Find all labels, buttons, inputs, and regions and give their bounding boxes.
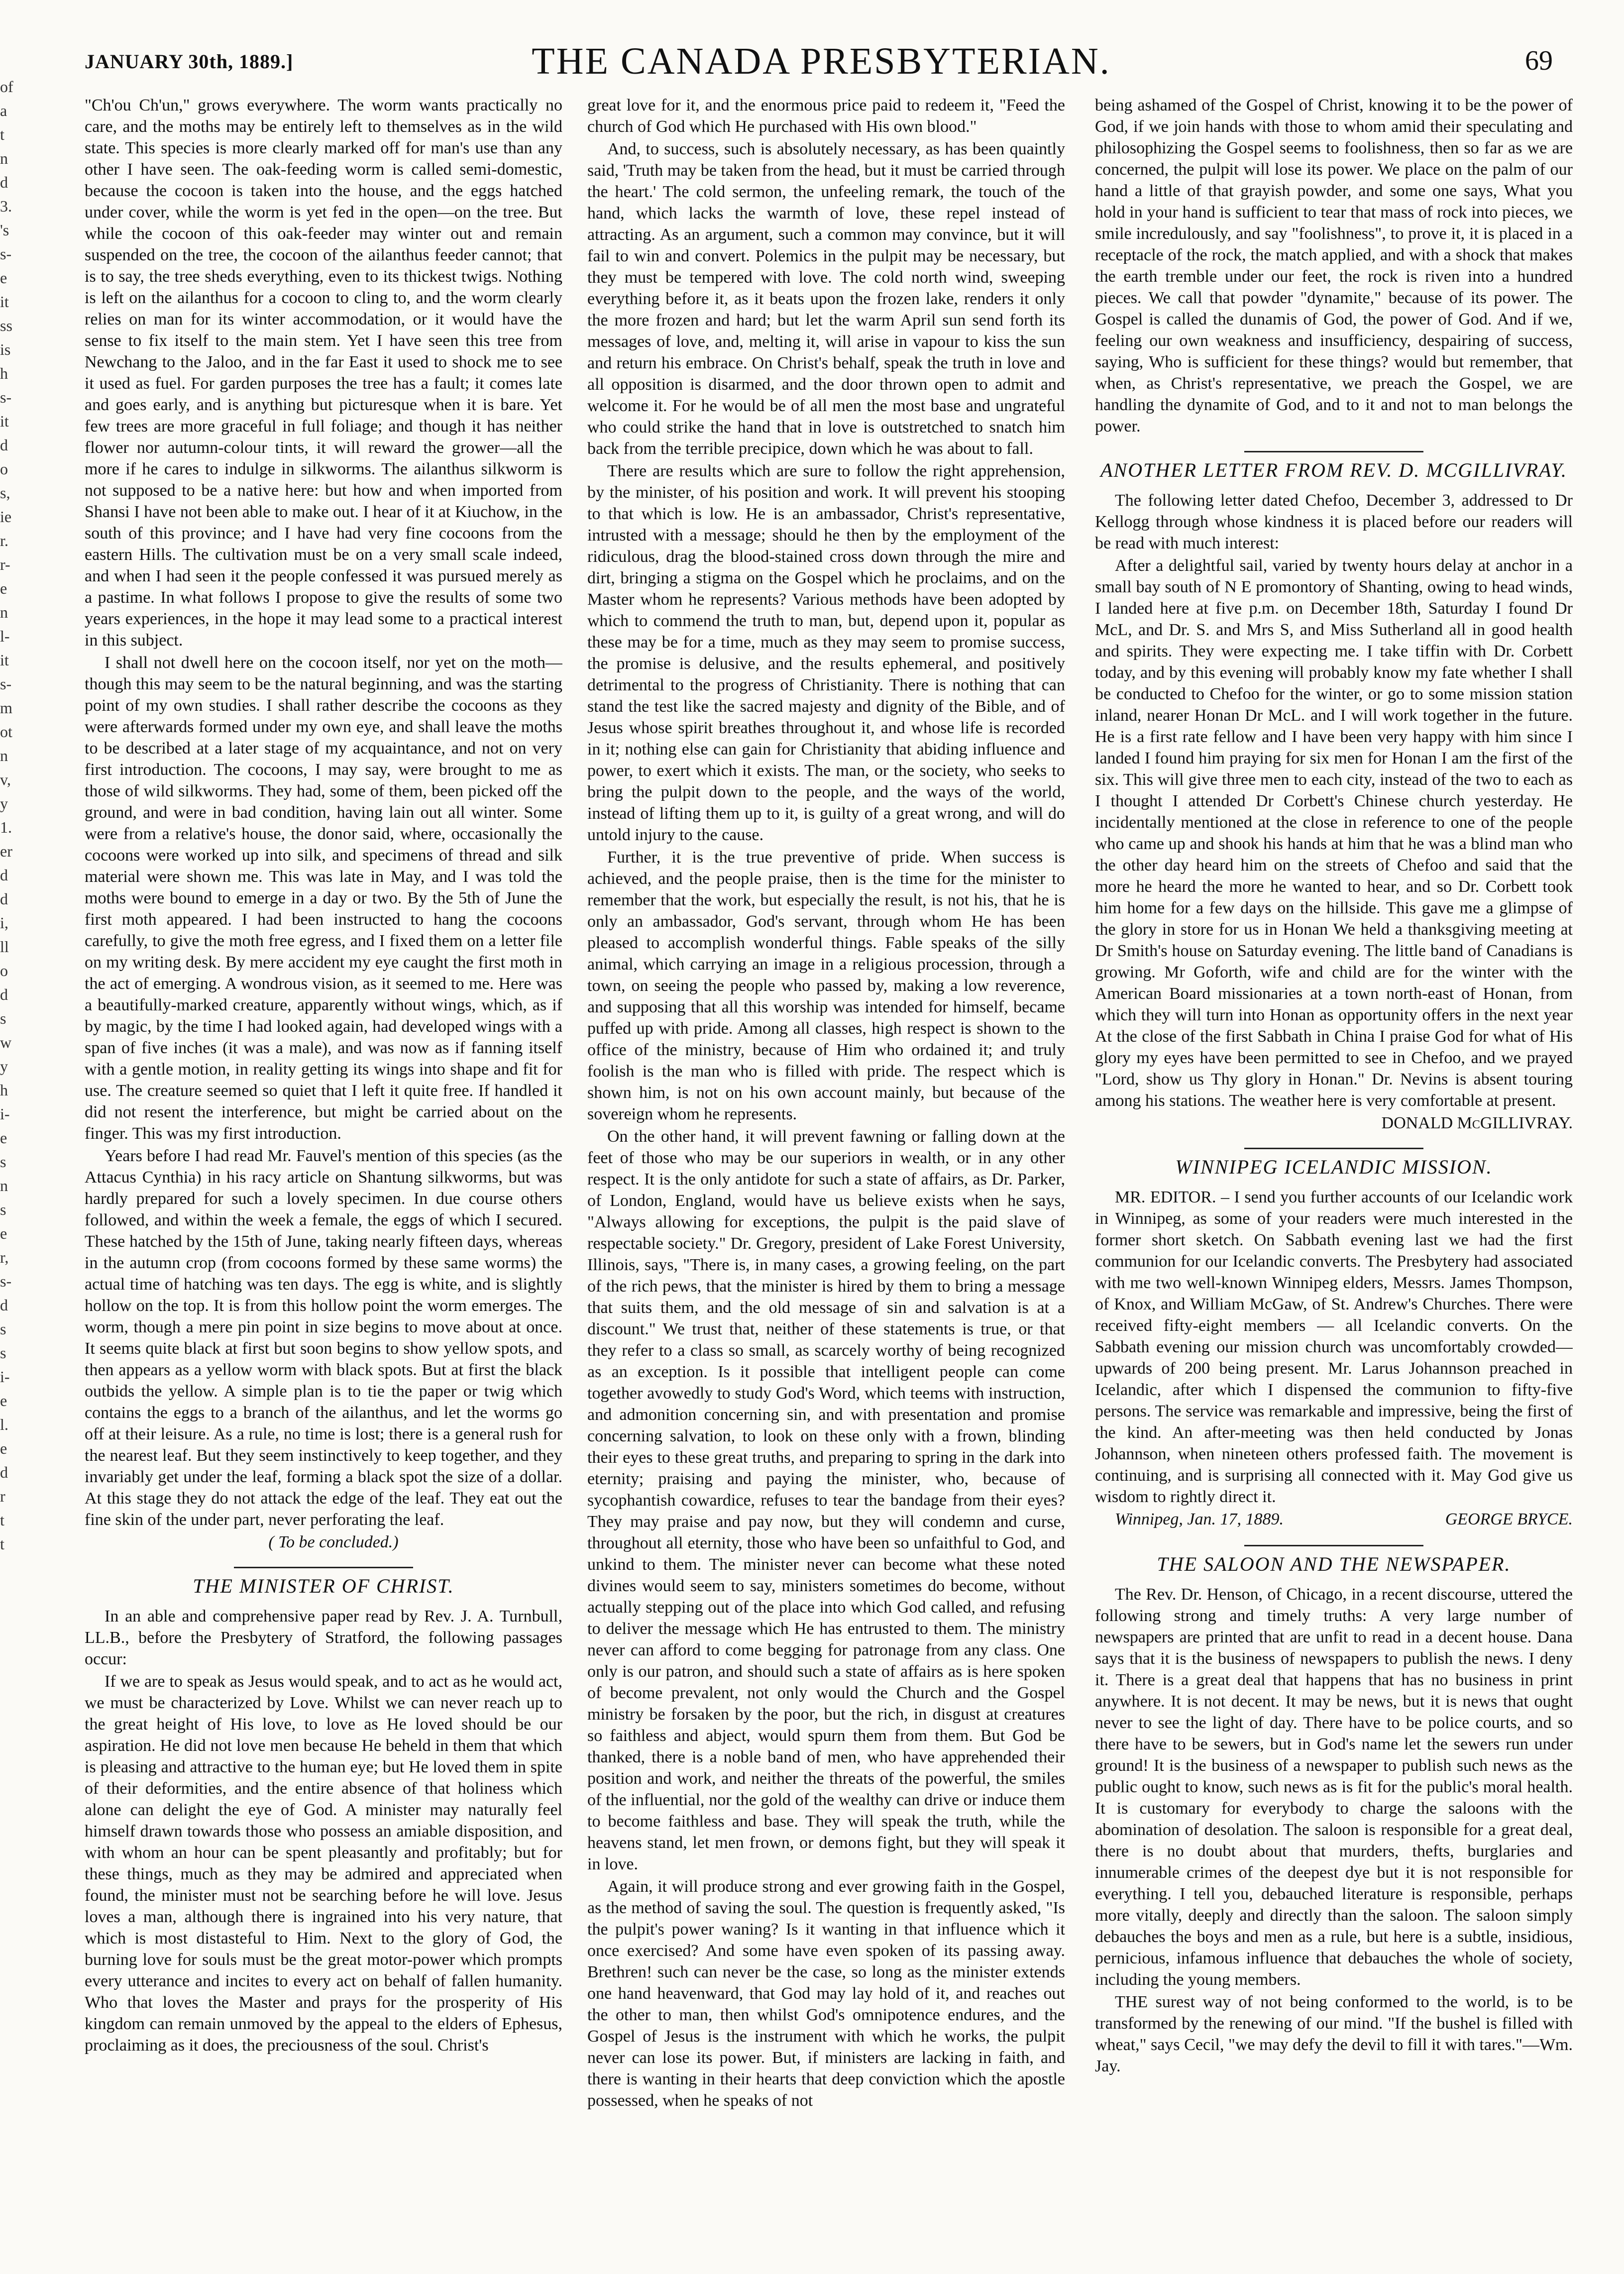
signature: DONALD McGILLIVRAY. [1381,1114,1573,1132]
margin-fragment: 's [0,221,9,239]
article-heading: THE MINISTER OF CHRIST. [193,1575,454,1597]
margin-fragment: d [0,436,8,454]
paragraph: MR. EDITOR. – I send you further accounts of our Icelandic work in Winnipeg, as some of your readers were much interested in the former short sketch. On Sabbath evening last we had the first communion for our Icelandic converts. The Presbytery had associated with me two well-known Winnipeg elders, Messrs. James Thompson, of Knox, and William McGaw, of St. Andrew's Churches. There were received fifty-eight members — all Icelandic converts. On the Sabbath evening our mission church was uncomfortably crowded—upwards of 200 being present. Mr. Larus Johannson preached in Icelandic, after which I dispensed the communion to fifty-five persons. The service was remarkable and impressive, being the first of the kind. An after-meeting was then held conducted by Jonas Johannson, when nineteen others professed faith. The movement is continuing, and is surprising all connected with it. May God give us wisdom to rightly direct it. [1095,1188,1573,1506]
paragraph: Years before I had read Mr. Fauvel's mention of this species (as the Attacus Cynthia) in his racy article on Shantung silkworms, but was hardly prepared for such a lovely specimen. In due course others followed, and within the week a female, the eggs of which I secured. These hatched by the 15th of June, taking nearly fifteen days, whereas in the autumn crop (from cocoons formed by these same worms) the actual time of hatching was ten days. The egg is white, and is slightly hollow on the top. It is from this hollow point the worm emerges. The worm, though a mere pin point in size begins to move about at once. It seems quite black at first but soon begins to show yellow spots, and then appears as a yellow worm with black spots. But at first the black outbids the yellow. A simple plan is to tie the paper or twig which contains the eggs to a branch of the ailanthus, and let the worms go off at their leisure. As a rule, no time is lost; there is a general rush for the nearest leaf. But they seem instinctively to keep together, and they invariably get under the leaf, forming a black spot the size of a dollar. At this stage they do not attack the edge of the leaf. They eat out the fine skin of the under part, never perforating the leaf. [85,1147,562,1529]
margin-fragment: s, [0,484,10,502]
margin-fragment: s [0,1153,6,1171]
paragraph: There are results which are sure to follow the right apprehension, by the minister, of his position and work. It will prevent his stooping to that which is low. He is an ambassador, Christ's representative, intrusted with a message; should he then by the employment of the ridiculous, drag the blood-stained cross down through the mire and dirt, bringing a stigma on the Gospel which he proclaims, and on the Master whom he represents? Various methods have been adopted by which to commend the truth to man, but, depend upon it, popular as these may be for a time, much as they may seem to promise success, the promise is delusive, and the results ephemeral, and positively detrimental to the progress of Christianity. There is nothing that can stand the test like the sacred majesty and dignity of the Bible, and of Jesus whose spirit breathes throughout it, and whose life is recorded in it; nothing else can gain for Christianity that abiding influence and power, to exert which it exists. The man, or the society, who seeks to bring the pulpit down to the people, and the ways of the world, instead of lifting them up to it, is guilty of a great wrong, and will do untold injury to the cause. [587,462,1065,844]
margin-fragment: ie [0,508,12,526]
article-silkworms [85,95,562,1553]
margin-fragment: s- [0,388,12,406]
paragraph: If we are to speak as Jesus would speak, and to act as he would act, we must be characterized by Love. Whilst we can never reach up to the great height of His love, to love as He loved should be our aspiration. He did not love men because He beheld in them that which is pleasing and attractive to the human eye; but He loved them in spite of their deformities, and the entire absence of that holiness which alone can delight the eye of God. A minister may naturally feel himself drawn towards those who possess an amiable disposition, and with whom an hour can be spent pleasantly and profitably; but for these things, much as they may be admired and appreciated when found, the minister must not be searching before he will love. Jesus loves a man, although there is ingrained into his very nature, that which is most distasteful to Him. Next to the glory of God, the burning love for souls must be the great motor-power which prompts every utterance and incites to every act on behalf of fallen humanity. Who that loves the Master and prays for the prosperity of His kingdom can remain unmoved by the appeal to the elders of Ephesus, proclaiming as it does, the preciousness of the soul. Christ's [85,1672,562,2055]
margin-fragment: o [0,460,8,478]
paragraph: On the other hand, it will prevent fawning or falling down at the feet of those who may be our superiors in wealth, or in any other respect. It is the only antidote for such a state of affairs, as Dr. Parker, of London, England, would have us believe exists when he says, "Always allowing for exceptions, the pulpit is the paid slave of respectable society." Dr. Gregory, president of Lake Forest University, Illinois, says, "There is, in many cases, a growing feeling, on the part of the rich pews, that the minister is hired by them to bring a message that suits them, and the old message of sin and salvation is at a discount." We trust that, neither of these statements is true, or that they refer to a class so small, as scarcely worthy of being recognized as an exception. Is it possible that intelligent people can come together avowedly to study God's Word, which teems with instruction, and admonition concerning sin, and with presentation and promise concerning salvation, to look on these only with a frown, blinding their eyes to these great truths, and preparing to spring in the dark into eternity; praising and paying the minister, who, because of sycophantish cowardice, refuses to tear the bandage from their eyes? They may praise and pay now, but they will condemn and curse, throughout all eternity, those who have been so unfaithful to God, and unkind to them. The minister never can become what these noted divines would seem to say, ministers sometimes do become, without actually stepping out of the place into which God called, and refusing to deliver the message which He has entrusted to them. The ministry never can afford to come begging for patronage from any class. One only is our patron, and should such a state of affairs as is here spoken of become prevalent, not only would the Church and the Gospel ministry be forsaken by the poor, but the rich, in disgust at creatures so faithless and abject, would spurn them from them. But God be thanked, there is a noble band of men, who have apprehended their position and work, and neither the threats of the powerful, the smiles of the influential, nor the gold of the wealthy can drive or induce them to become faithless and base. They will speak the truth, while the heavens stand, let men frown, or demons fight, but they will speak it in love. [587,1127,1065,1873]
margin-fragment: it [0,412,9,430]
issue-date: JANUARY 30th, 1889.] [85,50,294,73]
margin-fragment: y [0,1057,8,1075]
article-heading: WINNIPEG ICELANDIC MISSION. [1175,1156,1493,1178]
masthead-title: THE CANADA PRESBYTERIAN. [532,40,1111,82]
margin-fragment: t [0,1511,4,1529]
article-icelandic-mission [1095,1156,1573,1531]
paragraph: After a delightful sail, varied by twenty hours delay at anchor in a small bay south of N E promontory of Shanting, owing to head winds, I landed here at five p.m. on December 18th, Saturday I found Dr McL, and Dr. S. and Mrs S, and Miss Sutherland all in good health and spirits. They were expecting me. I take tiffin with Dr. Corbett today, and by this evening will probably know my fate whether I shall be conducted to Chefoo for the winter, or go to some mission station inland, nearer Honan Dr McL. and I will work together in the future. He is a first rate fellow and I have been very happy with him since I landed I found him praying for six men for Honan I am the first of the six. This will give three men to each city, instead of the two to each as I thought I attended Dr Corbett's Chinese church yesterday. He incidentally mentioned at the close in reference to one of the people who came up and shook his hands at him that he was a blind man who the other day heard him on the streets of Chefoo and said that the more he heard the more he wanted to hear, and so Dr. Corbett took him home for a few days on the hillside. This gave me a glimpse of the glory in store for us in Honan We held a thanksgiving meeting at Dr Smith's house on Saturday evening. The little band of Canadians is growing. Mr Goforth, wife and child are for the winter with the American Board missionaries at a town north-east of Honan, from which they will turn into Honan as opportunity offers in the next year At the close of the first Sabbath in China I praise God for what of His glory my eyes have been permitted to see in Chefoo, and we prayed "Lord, show us Thy glory in Honan." Dr. Nevins is absent touring among his stations. The weather here is very comfortable at present. [1095,556,1573,1110]
margin-fragment: er [0,842,12,860]
margin-fragment: s [0,1009,6,1027]
column-2 [587,95,1065,2255]
margin-fragment: of [0,78,13,96]
margin-fragment: r [0,1487,5,1505]
margin-fragment: s- [0,1272,12,1290]
column-1 [85,95,562,2255]
margin-fragment: is [0,340,11,358]
margin-fragment: 1. [0,818,12,836]
article-saloon-newspaper [1095,1553,1573,2077]
dateline-text: Winnipeg, Jan. 17, 1889. [1115,1510,1284,1528]
margin-fragment: e [0,1439,7,1457]
margin-fragment: 3. [0,197,12,215]
margin-fragment: a [0,102,7,119]
paragraph: Further, it is the true preventive of pride. When success is achieved, and the people praise, then is the time for the minister to remember that the work, but especially the result, is not his, that he is only an ambassador, God's servant, through whom He has been pleased to accomplish wonderful things. Fable speaks of the silly animal, which carrying an image in a religious procession, through a town, on seeing the people who passed by, making a low reverence, and supposing that all this worship was intended for himself, became puffed up with pride. Among all classes, high respect is shown to the office of the ministry, because of Him who ordained it; and truly foolish is the man who is filled with pride. The respect which is shown him, is not on his own account mainly, but because of the sovereign whom he represents. [587,848,1065,1123]
margin-fragment: ot [0,723,12,741]
margin-fragment: ll [0,938,9,956]
paragraph: Again, it will produce strong and ever growing faith in the Gospel, as the method of saving the soul. The question is frequently asked, "Is the pulpit's power waning? Is it wanting in that influence which it once exercised? And some have even spoken of its passing away. Brethren! such can never be the case, so long as the minister extends one hand heavenward, that God may lay hold of it, and reaches out the other to man, then whilst God's omnipotence endures, and the Gospel of Jesus is the instrument with which he works, the pulpit never can lose its power. But, if ministers are lacking in faith, and there is wanting in their hearts that deep conviction which the apostle possessed, when he speaks of not [587,1877,1065,2110]
paragraph: And, to success, such is absolutely necessary, as has been quaintly said, 'Truth may be taken from the head, but it must be carried through the heart.' The cold sermon, the unfeeling remark, the touch of the hand, which lacks the warmth of love, these repel instead of attracting. As an argument, such a common may convince, but it will fail to win and convert. Polemics in the pulpit may be necessary, but they must be tempered with love. The cold north wind, sweeping everything before it, as it beats upon the frozen lake, renders it only the more frozen and hard; but let the warm April sun send forth its messages of love, and, melting it, will arise in vapour to kiss the sun and return his embrace. On Christ's behalf, speak the truth in love and all opposition is disarmed, and the door thrown open to admit and welcome it. For he would be of all men the most base and ungrateful who could strike the hand that in love is outstretched to snatch him back from the terrible precipice, down which he was about to fall. [587,140,1065,458]
article-mcgillivray-letter [1095,459,1573,1134]
signature: GEORGE BRYCE. [1445,1510,1573,1528]
margin-fragment: ss [0,317,12,334]
margin-fragment: e [0,579,7,597]
left-margin-fragments [0,75,30,2215]
margin-fragment: e [0,1224,7,1242]
margin-fragment: it [0,293,9,311]
margin-fragment: l- [0,627,10,645]
to-be-concluded-note: ( To be concluded.) [268,1533,399,1551]
margin-fragment: it [0,651,9,669]
paragraph: The following letter dated Chefoo, December 3, addressed to Dr Kellogg through whose kindness it is placed before our readers will be read with much interest: [1095,491,1573,552]
margin-fragment: n [0,149,8,167]
margin-fragment: r, [0,1248,9,1266]
paragraph: great love for it, and the enormous price paid to redeem it, "Feed the church of God which He purchased with His own blood." [587,96,1065,136]
margin-fragment: d [0,173,8,191]
dateline [1095,1509,1573,1530]
margin-fragment: s [0,1344,6,1362]
paragraph: The Rev. Dr. Henson, of Chicago, in a recent discourse, uttered the following strong and timely truths: A very large number of newspapers are printed that are unfit to read in a decent house. Dana says that it is the business of newspapers to publish the news. I deny it. There is a great deal that happens that has no business in print anywhere. It is not decent. It may be news, but it is news that ought never to see the light of day. There have to be police courts, and so there have to be sewers, but in God's name let the sewers run under ground! It is the business of a newspaper to publish such news as the public ought to know, such news as is fit for the public's moral health. It is customary for everybody to charge the saloons with the abomination of desolation. The saloon is responsible for a great deal, there is no doubt about that murders, thefts, burglaries and innumerable crimes of the deepest dye but it is not responsible for everything. I tell you, debauched literature is responsible, perhaps more vitally, deeply and directly than the saloon. The saloon simply debauches the boys and men as a rule, but here is a subtle, insidious, pernicious, infamous influence that debauches the whole of society, including the young members. [1095,1585,1573,1989]
margin-fragment: i- [0,1105,10,1123]
margin-fragment: d [0,890,8,908]
margin-fragment: v, [0,770,11,788]
margin-fragment: n [0,603,8,621]
margin-fragment: s [0,1320,6,1338]
margin-fragment: m [0,699,12,717]
column-3 [1095,95,1573,2255]
margin-fragment: i- [0,1368,10,1386]
margin-fragment: o [0,962,8,979]
margin-fragment: d [0,1296,8,1314]
paragraph: In an able and comprehensive paper read by Rev. J. A. Turnbull, LL.B., before the Presbytery of Stratford, the following passages occur: [85,1607,562,1668]
margin-fragment: d [0,985,8,1003]
paragraph: "Ch'ou Ch'un," grows everywhere. The worm wants practically no care, and the moths may be entirely left to themselves as in the wild state. This species is more clearly marked off for man's use than any other I have seen. The oak-feeding worm is called semi-domestic, because the cocoon is taken into the house, and the eggs hatched under cover, while the worm is yet fed in the open—on the tree. But while the cocoon of this oak-feeder may winter out and remain suspended on the tree, the cocoon of the ailanthus feeder cannot; that is to say, the tree sheds everything, even to its thickest twigs. Nothing is left on the ailanthus for a cocoon to cling to, and the worm clearly relies on man for its winter accommodation, or it would have the sense to fix itself to the main stem. Yet I have seen this tree from Newchang to the Jaloo, and in the far East it used to shock me to see it used as fuel. For garden purposes the tree has a fault; it comes late and goes early, and is anything but picturesque when it is bare. Yet few trees are more graceful in full foliage; and though it has neither flower nor autumn-colour tints, it will reward the grower—all the more if he cares to indulge in silkworms. The ailanthus silkworm is not supposed to be a native here: but how and when imported from Shansi I have not been able to make out. I hear of it at Kiuchow, in the south of this province; and I have had very fine cocoons from the eastern Hills. The cultivation must be on a very small scale indeed, and when I had seen it the people confessed it was pursued merely as a pastime. In what follows I propose to give the results of some two years experiences, in the hope it may lead some to a practical interest in this subject. [85,96,562,650]
margin-fragment: s- [0,245,12,263]
margin-fragment: l. [0,1415,8,1433]
margin-fragment: h [0,1081,8,1099]
margin-fragment: w [0,1033,12,1051]
paragraph: THE surest way of not being conformed to the world, is to be transformed by the renewing of our mind. "If the bushel is filled with wheat," says Cecil, "we may defy the devil to fill it with tares."—Wm. Jay. [1095,1993,1573,2075]
margin-fragment: n [0,747,8,764]
section-rule [1244,1148,1423,1149]
margin-fragment: r. [0,532,8,549]
section-rule [1244,1545,1423,1546]
section-rule [234,1567,413,1568]
article-minister-of-christ [85,1575,562,2056]
page-header [85,40,1558,100]
margin-fragment: e [0,1129,7,1147]
page-number: 69 [1525,45,1553,76]
margin-fragment: i, [0,914,8,932]
margin-fragment: e [0,269,7,287]
margin-fragment: n [0,1177,8,1194]
section-rule [1244,451,1423,452]
paragraph: being ashamed of the Gospel of Christ, knowing it to be the power of God, if we join hands with those to whom amid their speculating and philosophizing the Gospel seems to foolishness, then so far as we are concerned, the pulpit will lose its power. We place on the palm of our hand a little of that grayish powder, and some one says, What you hold in your hand is sufficient to tear that mass of rock into pieces, we smile incredulously, and say "foolishness", to prove it, it is placed in a receptacle of the rock, the match applied, and with a shock that makes the earth tremble under our feet, the rock is riven into a hundred pieces. We call that powder "dynamite," because of its power. The Gospel is called the dunamis of God, the power of God. And if we, feeling our own weakness and insufficiency, despairing of success, saying, Who is sufficient for these things? would but remember, that when, as Christ's representative, we preach the Gospel, we are handling the dynamite of God, and to it and not to man belongs the power. [1095,96,1573,435]
margin-fragment: d [0,866,8,884]
margin-fragment: t [0,125,4,143]
margin-fragment: y [0,794,8,812]
margin-fragment: e [0,1392,7,1409]
margin-fragment: h [0,364,8,382]
article-heading: THE SALOON AND THE NEWSPAPER. [1157,1553,1511,1575]
margin-fragment: d [0,1463,8,1481]
margin-fragment: s [0,1200,6,1218]
margin-fragment: r- [0,555,10,573]
paragraph: I shall not dwell here on the cocoon itself, nor yet on the moth—though this may seem to be the natural beginning, and was the starting point of my own studies. I shall rather describe the cocoons as they were afterwards formed under my own eye, and shall leave the moths to be described at a later stage of my acquaintance, and not on very first introduction. The cocoons, I may say, were brought to me as those of wild silkworms. They had, some of them, been picked off the ground, and were in bad condition, having lain out all winter. Some were from a relative's house, the donor said, where, occasionally the cocoons were worked up into silk, and specimens of thread and silk material were shown me. This was late in May, and I was told the moths were bound to emerge in a day or two. By the 5th of June the first moth appeared. I had been instructed to hang the cocoons carefully, to give the moth free egress, and I fixed them on a letter file on my writing desk. By mere accident my eye caught the first moth in the act of emerging. A wondrous vision, as it seemed to me. Here was a beautifully-marked creature, apparently without wings, which, as if by magic, by the time I had looked again, had developed wings with a span of five inches (it was a male), and was now as if fanning itself with a gentle motion, in reality getting its wings into shape and fit for use. The creature seemed so quiet that I left it quite free. If handled it did not resent the interference, but might be carried about on the finger. This was my first introduction. [85,653,562,1143]
margin-fragment: s- [0,675,12,693]
margin-fragment: t [0,1535,4,1553]
article-heading: ANOTHER LETTER FROM REV. D. MCGILLIVRAY. [1100,459,1567,481]
